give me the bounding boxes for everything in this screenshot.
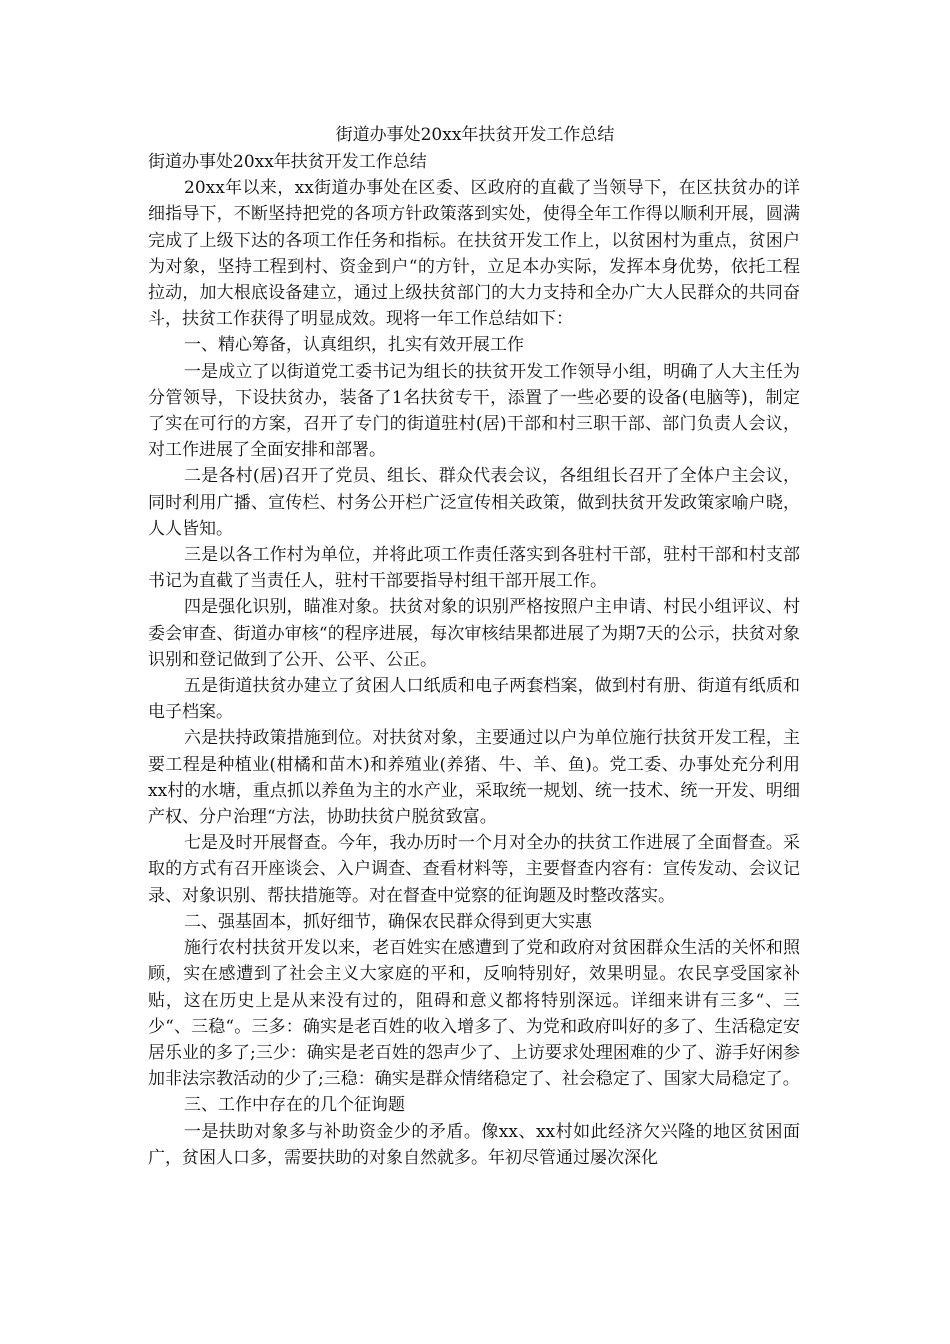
paragraph-item-1: 一是成立了以街道党工委书记为组长的扶贫开发工作领导小组，明确了人大主任为分管领导，下设扶贫办，装备了1名扶贫专干，添置了一些必要的设备(电脑等)，制定了实在可行的方案，召开了专门的街道驻村(居)干部和村三职干部、部门负责人会议，对工作进展了全面安排和部署。 [148, 361, 800, 461]
paragraph-problem-1: 一是扶助对象多与补助资金少的矛盾。像xx、xx村如此经济欠兴隆的地区贫困面广，贫困人口多，需要扶助的对象自然就多。年初尽管通过屡次深化 [148, 1121, 800, 1168]
paragraph-item-3: 三是以各工作村为单位，并将此项工作责任落实到各驻村干部，驻村干部和村支部书记为直截了当责任人，驻村干部要指导村组干部开展工作。 [148, 545, 800, 592]
document-subtitle: 街道办事处20xx年扶贫开发工作总结 [148, 152, 427, 172]
paragraph-item-6: 六是扶持政策措施到位。对扶贫对象，主要通过以户为单位施行扶贫开发工程，主要工程是种植业(柑橘和苗木)和养殖业(养猪、牛、羊、鱼)。党工委、办事处充分利用xx村的水塘，重点抓以养鱼为主的水产业，采取统一规划、统一技术、统一开发、明细产权、分户治理“方法，协助扶贫户脱贫致富。 [148, 728, 800, 828]
section-heading-3: 三、工作中存在的几个征询题 [184, 1095, 405, 1116]
paragraph-item-7: 七是及时开展督查。今年，我办历时一个月对全办的扶贫工作进展了全面督查。采取的方式有召开座谈会、入户调查、查看材料等，主要督查内容有：宣传发动、会议记录、对象识别、帮扶措施等。对在督查中觉察的征询题及时整改落实。 [148, 833, 800, 906]
document-body [148, 149, 800, 1171]
document-title: 街道办事处20xx年扶贫开发工作总结 [335, 125, 615, 145]
section-heading-1: 一、精心筹备，认真组织，扎实有效开展工作 [184, 335, 524, 356]
section-heading-2: 二、强基固本，抓好细节，确保农民群众得到更大实惠 [184, 911, 592, 932]
paragraph-item-5: 五是街道扶贫办建立了贫困人口纸质和电子两套档案，做到村有册、街道有纸质和电子档案。 [148, 676, 800, 723]
paragraph-intro: 20xx年以来，xx街道办事处在区委、区政府的直截了当领导下，在区扶贫办的详细指导下，不断坚持把党的各项方针政策落到实处，使得全年工作得以顺利开展，圆满完成了上级下达的各项工作任务和指标。在扶贫开发工作上，以贫困村为重点，贫困户为对象，坚持工程到村、资金到户“的方针，立足本办实际，发挥本身优势，依托工程拉动，加大根底设备建立，通过上级扶贫部门的大力支持和全办广大人民群众的共同奋斗，扶贫工作获得了明显成效。现将一年工作总结如下： [148, 178, 800, 330]
paragraph-item-2: 二是各村(居)召开了党员、组长、群众代表会议，各组组长召开了全体户主会议，同时利用广播、宣传栏、村务公开栏广泛宣传相关政策，做到扶贫开发政策家喻户晓，人人皆知。 [148, 466, 800, 539]
paragraph-item-4: 四是强化识别，瞄准对象。扶贫对象的识别严格按照户主申请、村民小组评议、村委会审查、街道办审核“的程序进展，每次审核结果都进展了为期7天的公示，扶贫对象识别和登记做到了公开、公平、公正。 [148, 597, 800, 670]
paragraph-benefits: 施行农村扶贫开发以来，老百姓实在感遭到了党和政府对贫困群众生活的关怀和照顾，实在感遭到了社会主义大家庭的平和，反响特别好，效果明显。农民享受国家补贴，这在历史上是从来没有过的，阻碍和意义都将特别深远。详细来讲有三多“、三少“、三稳“。三多：确实是老百姓的收入增多了、为党和政府叫好的多了、生活稳定安居乐业的多了;三少：确实是老百姓的怨声少了、上访要求处理困难的少了、游手好闲参加非法宗教活动的少了;三稳：确实是群众情绪稳定了、社会稳定了、国家大局稳定了。 [148, 938, 800, 1090]
